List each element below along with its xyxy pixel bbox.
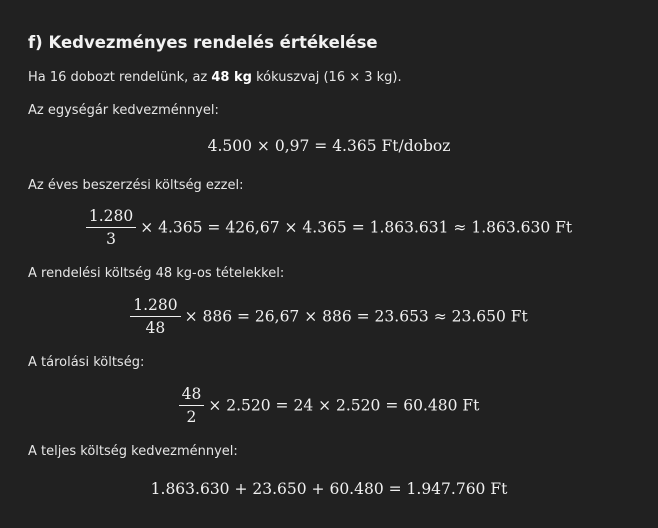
unit-price-formula: 4.500 × 0,97 = 4.365 Ft/doboz bbox=[207, 137, 451, 155]
ordering-cost-formula bbox=[28, 296, 630, 337]
fraction-denominator: 3 bbox=[106, 230, 116, 248]
purchase-cost-formula bbox=[28, 207, 630, 248]
fraction-denominator: 48 bbox=[145, 319, 166, 337]
fraction-numerator: 1.280 bbox=[86, 207, 136, 228]
intro-paragraph bbox=[28, 70, 402, 85]
intro-text-before: Ha 16 dobozt rendelünk, az bbox=[28, 70, 212, 85]
fraction-denominator: 2 bbox=[186, 408, 197, 426]
ordering-cost-expression: × 886 = 26,67 × 886 = 23.653 ≈ 23.650 Ft bbox=[184, 307, 528, 326]
section-heading: f) Kedvezményes rendelés értékelése bbox=[28, 33, 378, 52]
intro-text-after: kókuszvaj (16 × 3 kg). bbox=[251, 70, 402, 85]
holding-cost-label: A tárolási költség: bbox=[28, 355, 145, 370]
unit-price-label: Az egységár kedvezménnyel: bbox=[28, 103, 219, 118]
holding-cost-formula bbox=[28, 385, 630, 426]
purchase-cost-expression: × 4.365 = 426,67 × 4.365 = 1.863.631 ≈ 1.863.630 Ft bbox=[140, 218, 573, 237]
fraction-numerator: 1.280 bbox=[130, 296, 180, 317]
total-cost-label: A teljes költség kedvezménnyel: bbox=[28, 444, 238, 459]
ordering-cost-fraction bbox=[130, 296, 180, 337]
ordering-cost-label: A rendelési költség 48 kg-os tételekkel: bbox=[28, 266, 285, 281]
total-cost-formula: 1.863.630 + 23.650 + 60.480 = 1.947.760 Ft bbox=[150, 480, 508, 498]
purchase-cost-label: Az éves beszerzési költség ezzel: bbox=[28, 178, 244, 193]
fraction-numerator: 48 bbox=[179, 385, 205, 406]
intro-bold-weight: 48 kg bbox=[211, 70, 252, 85]
holding-cost-fraction bbox=[179, 385, 205, 426]
holding-cost-expression: × 2.520 = 24 × 2.520 = 60.480 Ft bbox=[208, 396, 480, 415]
purchase-cost-fraction bbox=[86, 207, 136, 248]
